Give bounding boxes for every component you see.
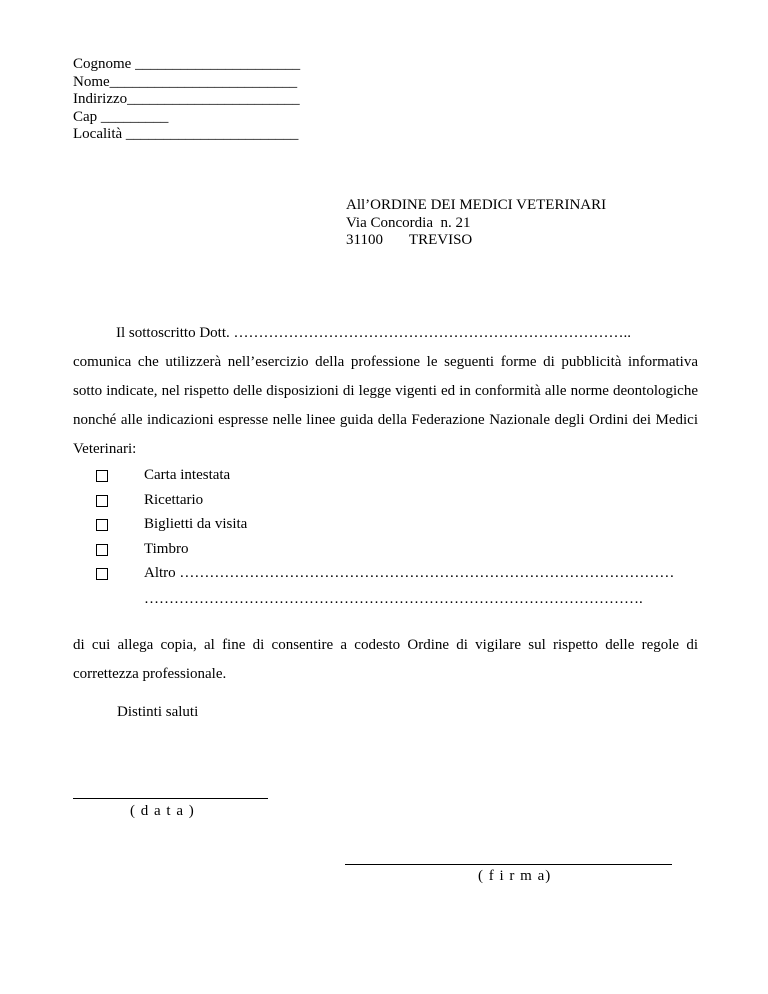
option-timbro[interactable] [96, 537, 696, 562]
sender-block [73, 56, 300, 144]
checkbox-icon[interactable] [96, 544, 108, 556]
closing-paragraph: di cui allega copia, al fine di consentire a codesto Ordine di vigilare sul rispetto delle regole di correttezza professionale. [73, 637, 698, 682]
checkbox-icon[interactable] [96, 495, 108, 507]
checkbox-icon[interactable] [96, 470, 108, 482]
indirizzo-field[interactable]: Indirizzo_______________________ [73, 91, 300, 107]
recipient-line-1: All’ORDINE DEI MEDICI VETERINARI [346, 197, 607, 213]
recipient-address [346, 197, 606, 250]
checkbox-icon[interactable] [96, 568, 108, 580]
localita-field[interactable]: Località _______________________ [73, 126, 299, 142]
recipient-line-3: 31100 TREVISO [346, 232, 473, 248]
option-label: Timbro [144, 540, 189, 557]
greeting: Distinti saluti [117, 704, 199, 720]
altro-continuation-field[interactable]: ………………………………………………………………………………………. [144, 591, 643, 607]
cognome-field[interactable]: Cognome ______________________ [73, 56, 301, 72]
option-label: Ricettario [144, 491, 204, 508]
body-text: comunica che utilizzerà nell’esercizio della professione le seguenti forme di pubblicità informativa sotto indicate, nel rispetto delle disposizioni di legge vigenti ed in conformità alle norme deontologiche nonché alle indicazioni espresse nelle linee guida della Federazione Nazionale degli Ordini dei Medici Veterinari: [73, 354, 698, 457]
undersigned-field[interactable]: Il sottoscritto Dott. …………………………………………………………………….. [116, 325, 631, 341]
advertising-options-list [96, 463, 696, 586]
body-paragraph [73, 319, 698, 464]
recipient-line-2: Via Concordia n. 21 [346, 214, 471, 231]
option-label: Biglietti da visita [144, 516, 248, 532]
option-altro[interactable] [96, 561, 696, 586]
option-biglietti-da-visita[interactable] [96, 512, 696, 537]
checkbox-icon[interactable] [96, 519, 108, 531]
option-label: Carta intestata [144, 467, 231, 483]
option-carta-intestata[interactable] [96, 463, 696, 488]
date-label: ( d a t a ) [130, 803, 195, 819]
nome-field[interactable]: Nome_________________________ [73, 73, 298, 90]
option-ricettario[interactable] [96, 488, 696, 513]
option-label: Altro ……………………………………………………………………………………… [144, 565, 675, 581]
date-line[interactable] [73, 798, 268, 799]
cap-field[interactable]: Cap _________ [73, 108, 169, 125]
signature-label: ( f i r m a) [478, 868, 552, 884]
signature-line[interactable] [345, 864, 672, 865]
